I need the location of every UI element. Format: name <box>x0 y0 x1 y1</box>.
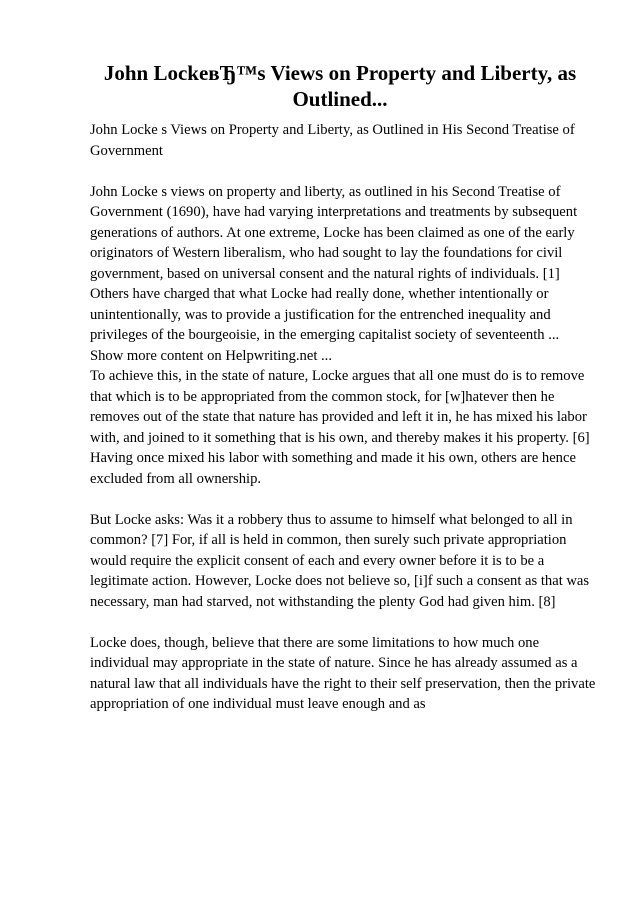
document-body <box>90 120 600 735</box>
intro-paragraph: John Locke s views on property and liberty, as outlined in his Second Treatise of Government (1690), have had varying interpretations and treatments by subsequent generations of authors. At one extreme, Locke has been claimed as one of the early originators of Western liberalism, who had sought to lay the foundations for civil government, based on universal consent and the natural rights of individuals. [1] Others have charged that what Locke had really done, whether intentionally or unintentionally, was to provide a justification for the entrenched inequality and privileges of the bourgeoisie, in the emerging capitalist society of seventeenth ... <box>90 183 578 343</box>
consent-paragraph: But Locke asks: Was it a robbery thus to assume to himself what belonged to all in common? [7] For, if all is held in common, then surely such private appropriation would require the explicit consent of each and every owner before it is to be a legitimate action. However, Locke does not believe so, [i]f such a consent as that was necessary, man had starved, not withstanding the plenty God had given him. [8] <box>90 511 590 610</box>
document-title: John LockeвЂ™s Views on Property and Liberty, as Outlined... <box>103 61 577 111</box>
labor-paragraph: To achieve this, in the state of nature, Locke argues that all one must do is to remove that which is to be appropriated from the common stock, for [w]hatever then he removes out of the state that nature has provided and left it in, he has mixed his labor with, and joined to it something that is his own, and thereby makes it his property. [6] Having once mixed his labor with something and made it his own, others are hence excluded from all ownership. <box>90 368 590 487</box>
subtitle-paragraph: John Locke s Views on Property and Liberty, as Outlined in His Second Treatise of Government <box>90 122 575 159</box>
limitations-paragraph: Locke does, though, believe that there are some limitations to how much one individual may appropriate in the state of nature. Since he has already assumed as a natural law that all individuals have the right to their self preservation, then the private appropriation of one individual must leave enough and as <box>90 634 596 712</box>
show-more-link[interactable]: Show more content on Helpwriting.net ... <box>90 347 332 364</box>
